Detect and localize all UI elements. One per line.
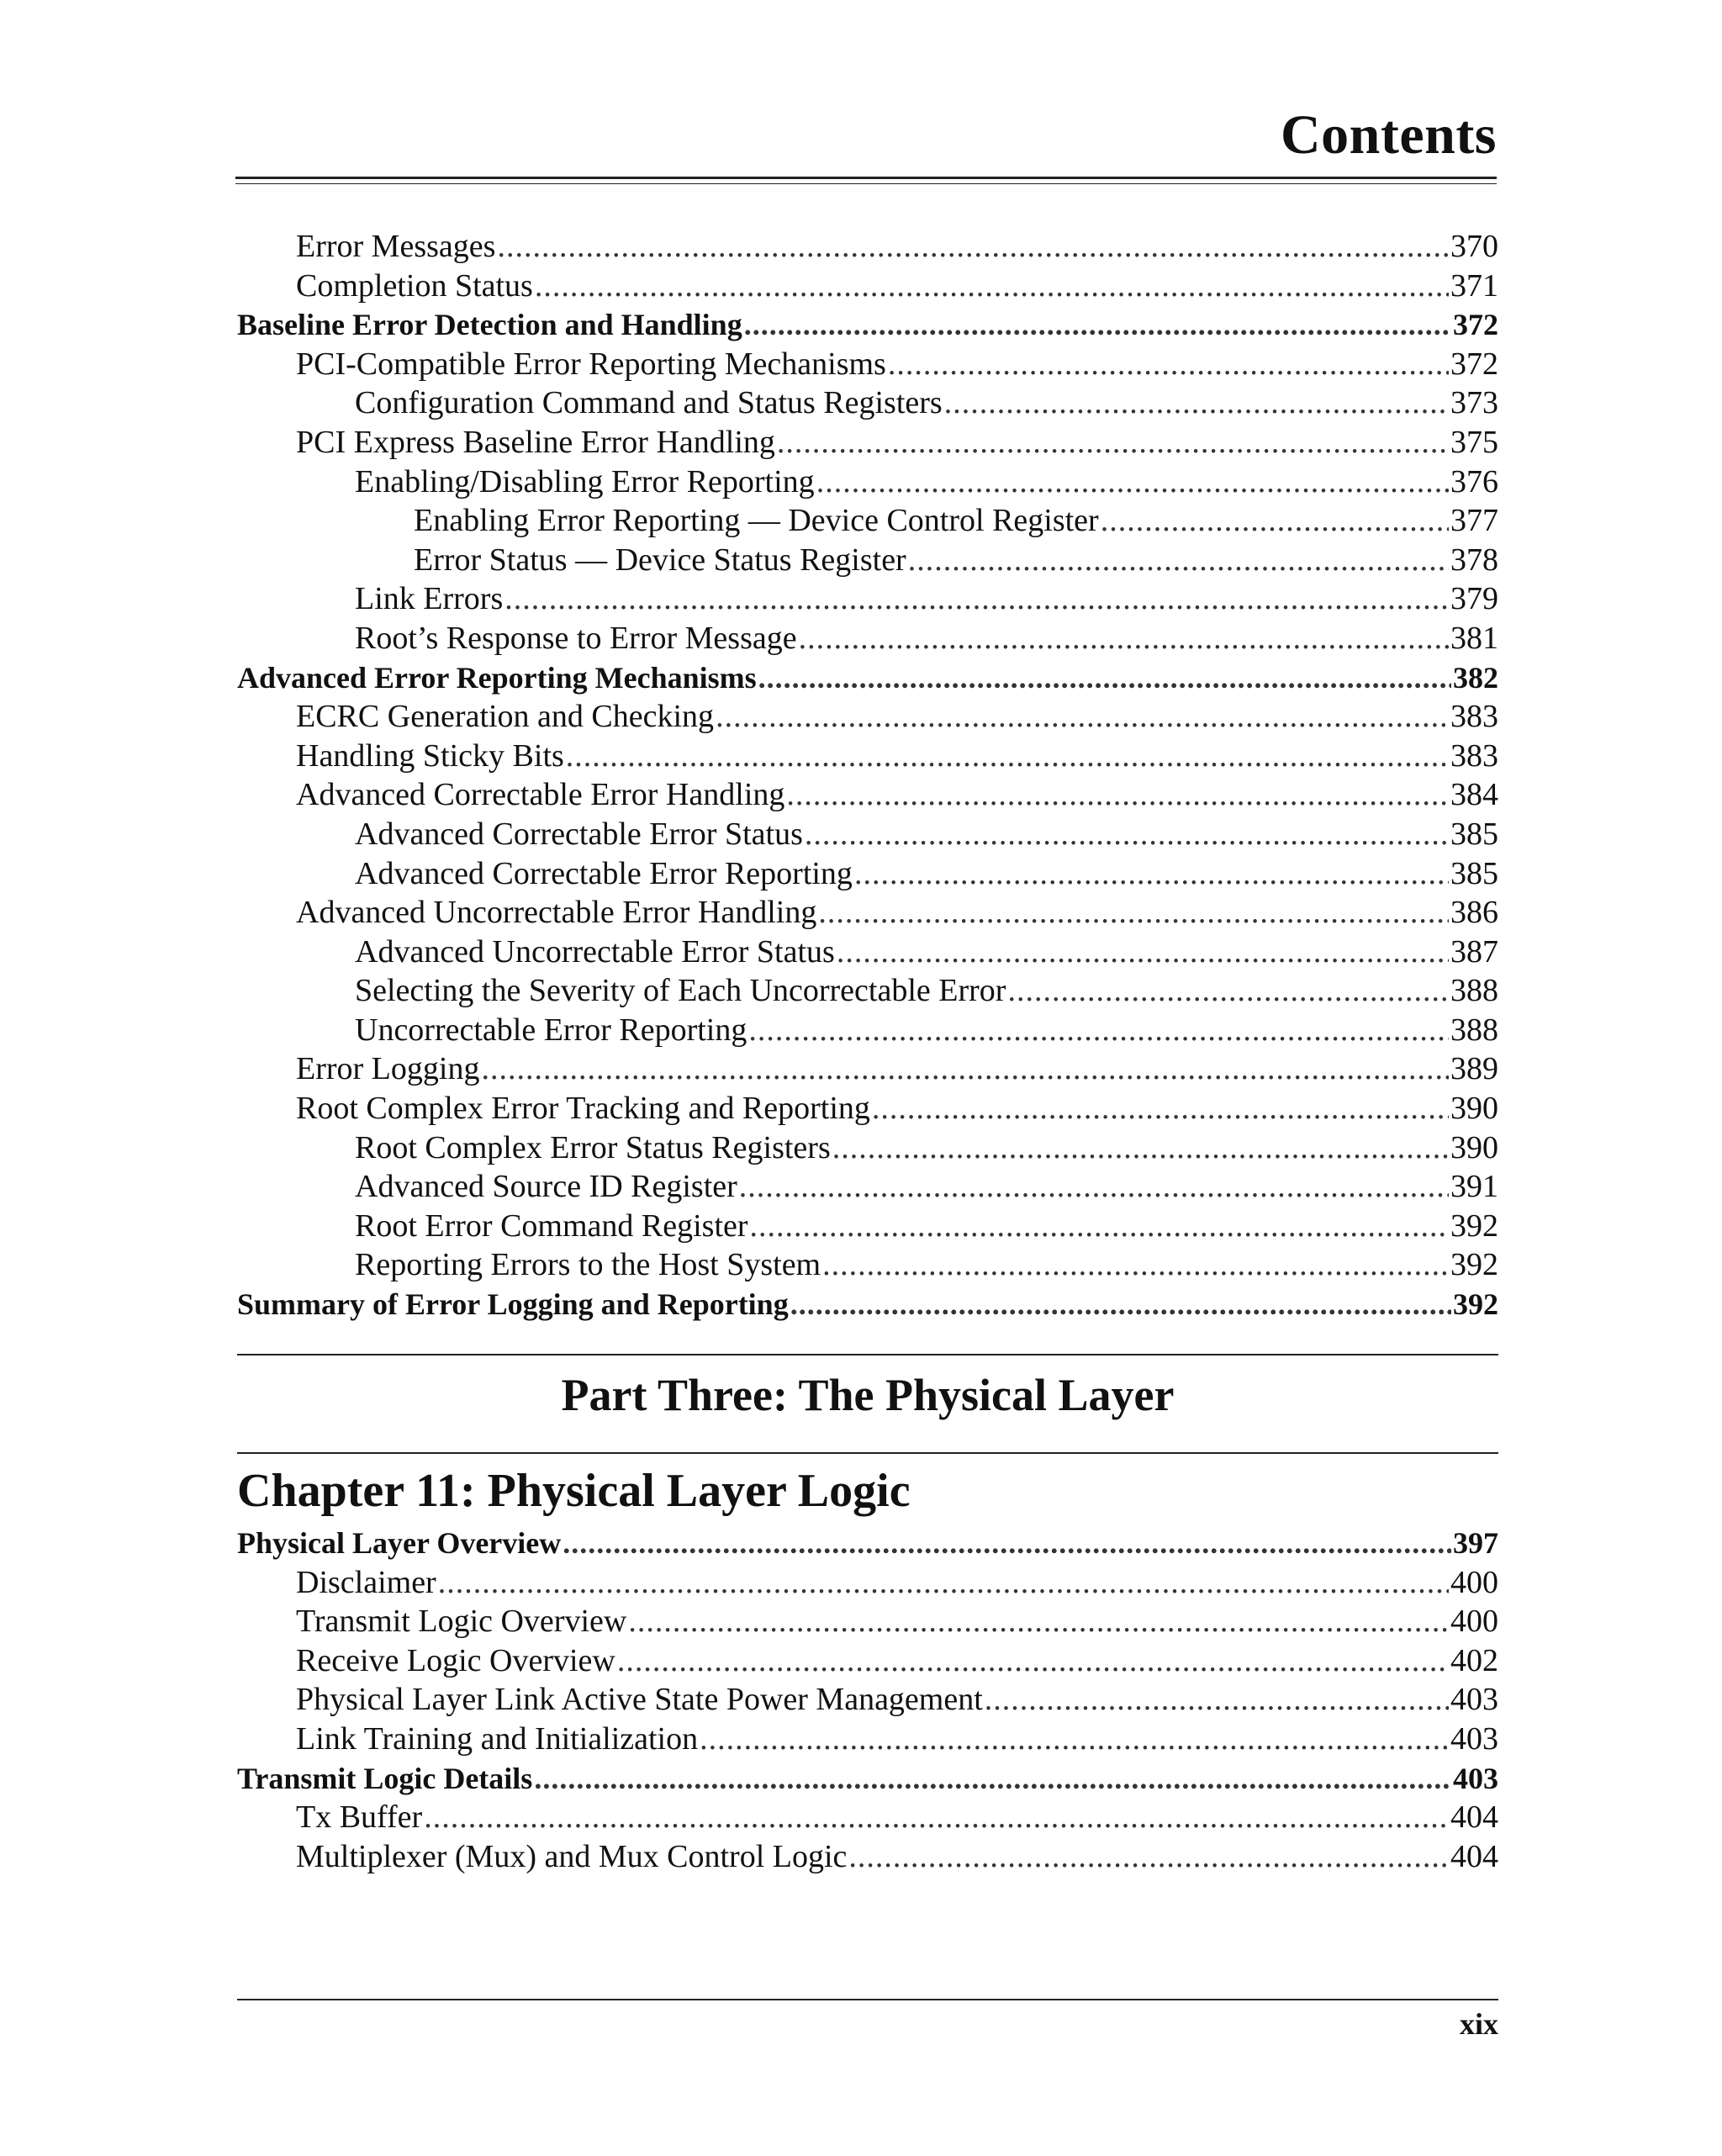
toc-dot-leader [563,1524,1451,1563]
toc-dot-leader [424,1798,1449,1837]
toc-entry[interactable] [237,1011,1498,1050]
toc-entry-title: Advanced Error Reporting Mechanisms [237,660,757,695]
toc-dot-leader [790,1285,1451,1324]
toc-entry-title: Link Errors [355,581,504,617]
toc-entry-page: 403 [1450,1720,1498,1757]
toc-dot-leader [617,1641,1449,1681]
toc-entry-page: 383 [1450,737,1498,774]
toc-entry[interactable] [237,305,1498,345]
toc-entry[interactable] [237,775,1498,815]
toc-entry[interactable] [237,1207,1498,1246]
toc-entry-page: 403 [1453,1761,1498,1795]
toc-entry[interactable] [237,1759,1498,1799]
toc-dot-leader [535,267,1449,306]
toc-entry-title: Advanced Correctable Error Reporting [355,855,853,891]
toc-entry-page: 385 [1450,816,1498,852]
toc-entry[interactable] [237,737,1498,776]
toc-dot-leader [837,933,1449,972]
toc-entry[interactable] [237,971,1498,1011]
toc-dot-leader [848,1837,1449,1877]
toc-entry[interactable] [237,1680,1498,1720]
toc-dot-leader [854,854,1449,894]
part-heading: Part Three: The Physical Layer [561,1370,1175,1420]
toc-dot-leader [744,305,1451,345]
toc-entry-page: 376 [1450,463,1498,499]
toc-dot-leader [716,697,1449,737]
toc-entry-page: 402 [1450,1642,1498,1678]
toc-dot-leader [504,579,1449,619]
toc-entry-page: 372 [1450,346,1498,382]
part-rule-bottom [237,1452,1498,1454]
toc-entry-page: 404 [1450,1799,1498,1836]
toc-entry[interactable] [237,267,1498,306]
toc-entry-page: 382 [1453,660,1498,695]
toc-entry[interactable] [237,423,1498,462]
toc-entry-page: 372 [1453,308,1498,342]
footer-rule [237,1999,1498,2000]
toc-entry-title: Selecting the Severity of Each Uncorrectable Error [355,973,1006,1009]
toc-entry[interactable] [237,815,1498,854]
toc-dot-leader [1101,501,1449,541]
toc-entry[interactable] [237,383,1498,423]
toc-entry-title: PCI Express Baseline Error Handling [296,424,775,460]
toc-entry[interactable] [237,541,1498,580]
toc-dot-leader [481,1049,1449,1089]
toc-entry[interactable] [237,854,1498,894]
toc-dot-leader [497,227,1449,267]
toc-entry-title: Disclaimer [296,1564,436,1600]
toc-entry-page: 385 [1450,855,1498,891]
toc-dot-leader [700,1720,1449,1759]
toc-entry-title: Advanced Uncorrectable Error Status [355,933,835,970]
toc-entry[interactable] [237,227,1498,267]
toc-entry-page: 400 [1450,1604,1498,1640]
toc-entry-page: 390 [1450,1129,1498,1165]
toc-entry-page: 377 [1450,503,1498,539]
toc-dot-leader [908,541,1449,580]
toc-entry-title: Link Training and Initialization [296,1720,699,1757]
toc-entry-title: Root’s Response to Error Message [355,620,797,656]
toc-entry-title: Advanced Source ID Register [355,1169,737,1205]
toc-entry-page: 383 [1450,699,1498,735]
part-rule-top [237,1354,1498,1355]
toc-dot-leader [1007,971,1449,1011]
toc-entry[interactable] [237,1720,1498,1759]
toc-entry-page: 390 [1450,1091,1498,1127]
toc-entry-page: 379 [1450,581,1498,617]
toc-dot-leader [739,1167,1449,1207]
header-double-rule [235,177,1497,184]
toc-entry-title: PCI-Compatible Error Reporting Mechanisms [296,346,886,382]
toc-entry-title: Advanced Uncorrectable Error Handling [296,895,817,931]
toc-dot-leader [888,345,1449,384]
toc-entry[interactable] [237,1245,1498,1285]
toc-entry-title: Uncorrectable Error Reporting [355,1012,747,1048]
toc-entry-title: Transmit Logic Overview [296,1604,627,1640]
toc-entry-title: Receive Logic Overview [296,1642,615,1678]
toc-dot-leader [805,815,1449,854]
toc-entry-title: Advanced Correctable Error Status [355,816,803,852]
toc-entry-page: 378 [1450,542,1498,578]
toc-dot-leader [534,1759,1451,1799]
chapter-heading: Chapter 11: Physical Layer Logic [237,1465,911,1517]
toc-entry-page: 404 [1450,1838,1498,1874]
footer-page-number: xix [1459,2007,1498,2041]
toc-dot-leader [799,619,1449,658]
toc-entry-page: 392 [1450,1207,1498,1244]
toc-entry-title: Completion Status [296,267,533,304]
toc-dot-leader [438,1563,1449,1603]
toc-entry[interactable] [237,501,1498,541]
toc-entry[interactable] [237,893,1498,933]
toc-dot-leader [816,462,1449,502]
toc-entry-page: 397 [1453,1526,1498,1560]
toc-entry-title: Configuration Command and Status Registers [355,385,943,421]
toc-dot-leader [786,775,1449,815]
toc-entry[interactable] [237,1602,1498,1641]
toc-entry-page: 386 [1450,895,1498,931]
toc-entry[interactable] [237,1563,1498,1603]
toc-dot-leader [758,658,1451,698]
toc-entry[interactable] [237,1089,1498,1128]
toc-entry-page: 389 [1450,1051,1498,1087]
page-header [235,103,1497,184]
toc-entry[interactable] [237,1128,1498,1168]
toc-entry-title: Summary of Error Logging and Reporting [237,1287,789,1322]
toc-dot-leader [832,1128,1449,1168]
toc-dot-leader [818,893,1449,933]
toc-entry[interactable] [237,1285,1498,1324]
toc-entry[interactable] [237,697,1498,737]
toc-entry-page: 373 [1450,385,1498,421]
toc-dot-leader [822,1245,1449,1285]
toc-entry[interactable] [237,579,1498,619]
toc-entry[interactable] [237,345,1498,384]
toc-entry-title: Enabling/Disabling Error Reporting [355,463,815,499]
toc-entry-title: Root Complex Error Status Registers [355,1129,831,1165]
toc-entry-title: Error Status — Device Status Register [414,542,906,578]
toc-entry-page: 381 [1450,620,1498,656]
toc-entry-page: 392 [1450,1247,1498,1283]
toc-entry-page: 371 [1450,267,1498,304]
toc-list-top [237,227,1498,1324]
toc-entry-page: 391 [1450,1169,1498,1205]
toc-entry[interactable] [237,1049,1498,1089]
toc-entry-page: 375 [1450,424,1498,460]
toc-entry-page: 388 [1450,1012,1498,1048]
toc-entry-page: 392 [1453,1287,1498,1322]
toc-entry-page: 403 [1450,1682,1498,1718]
toc-entry-page: 387 [1450,933,1498,970]
toc-entry-title: Root Complex Error Tracking and Reporting [296,1091,870,1127]
toc-dot-leader [872,1089,1449,1128]
toc-entry-title: Baseline Error Detection and Handling [237,308,742,342]
toc-entry[interactable] [237,1167,1498,1207]
page-title: Contents [1280,104,1497,166]
toc-entry-title: Physical Layer Link Active State Power Management [296,1682,983,1718]
toc-entry[interactable] [237,933,1498,972]
toc-entry-title: Error Logging [296,1051,480,1087]
toc-entry-title: Handling Sticky Bits [296,737,564,774]
toc-entry-title: Transmit Logic Details [237,1761,533,1795]
toc-dot-leader [748,1011,1449,1050]
toc-entry-title: Tx Buffer [296,1799,423,1836]
toc-dot-leader [944,383,1449,423]
toc-entry-title: Reporting Errors to the Host System [355,1247,821,1283]
toc-entry-page: 370 [1450,229,1498,264]
toc-entry-title: Error Messages [296,229,496,264]
toc-entry-title: Physical Layer Overview [237,1526,562,1560]
toc-entry[interactable] [237,1837,1498,1877]
toc-dot-leader [566,737,1449,776]
toc-entry[interactable] [237,658,1498,698]
toc-entry-title: Multiplexer (Mux) and Mux Control Logic [296,1838,848,1874]
toc-entry[interactable] [237,462,1498,502]
toc-dot-leader [777,423,1449,462]
toc-entry-page: 400 [1450,1564,1498,1600]
toc-entry[interactable] [237,1524,1498,1563]
toc-entry-title: Root Error Command Register [355,1207,748,1244]
toc-entry[interactable] [237,1641,1498,1681]
toc-entry-page: 388 [1450,973,1498,1009]
toc-dot-leader [985,1680,1449,1720]
toc-entry-title: Enabling Error Reporting — Device Control Register [414,503,1099,539]
toc-list-bottom [237,1524,1498,1876]
toc-entry[interactable] [237,1798,1498,1837]
toc-entry[interactable] [237,619,1498,658]
toc-entry-title: Advanced Correctable Error Handling [296,777,785,813]
toc-entry-title: ECRC Generation and Checking [296,699,715,735]
toc-dot-leader [750,1207,1449,1246]
toc-entry-page: 384 [1450,777,1498,813]
toc-dot-leader [628,1602,1449,1641]
